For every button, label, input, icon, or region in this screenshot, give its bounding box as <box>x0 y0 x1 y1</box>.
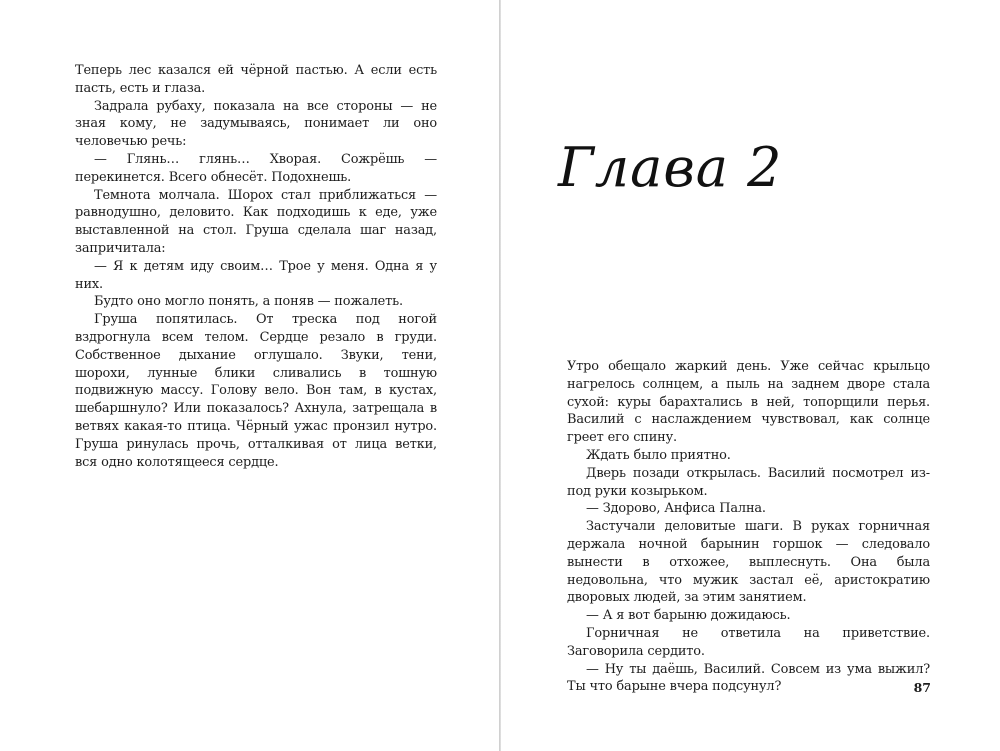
paragraph: Теперь лес казался ей чёрной пастью. А если есть пасть, есть и глаза. <box>75 63 437 96</box>
left-page-text <box>75 62 437 471</box>
paragraph: Задрала рубаху, показала на все стороны — не зная кому, не задумываясь, понимает ли оно человечью речь: <box>75 98 437 150</box>
paragraph: — Ну ты даёшь, Василий. Совсем из ума выжил? Ты что барыне вчера подсунул? <box>567 661 930 695</box>
page-number: 87 <box>913 680 931 695</box>
paragraph: Застучали деловитые шаги. В руках горничная держала ночной барынин горшок — следовало вынести в отхожее, выплеснуть. Она была недовольна, что мужик застал её, аристократию дворовых людей, за этим занятием. <box>567 519 930 606</box>
left-page <box>0 0 499 751</box>
right-page <box>501 0 1000 751</box>
paragraph: — Здорово, Анфиса Пална. <box>586 501 766 517</box>
right-page-text <box>567 358 930 696</box>
paragraph: — Я к детям иду своим… Трое у меня. Одна я у них. <box>75 258 437 292</box>
paragraph: — Глянь… глянь… Хворая. Сожрёшь — перекинется. Всего обнесёт. Подохнешь. <box>75 151 437 185</box>
paragraph: Дверь позади открылась. Василий посмотрел из-под руки козырьком. <box>567 465 930 499</box>
paragraph: Будто оно могло понять, а поняв — пожалеть. <box>94 294 403 310</box>
paragraph: Груша попятилась. От треска под ногой вздрогнула всем телом. Сердце резало в груди. Собственное дыхание оглушало. Звуки, тени, шорохи, лунные блики сливались в тошную подвижную массу. Голову вело. Вон там, в кустах, шебаршнуло? Или показалось? Ахнула, затрещала в ветвях какая-то птица. Чёрный ужас пронзил нутро. Груша ринулась прочь, отталкивая от лица ветки, вся одно колотящееся сердце. <box>75 312 437 470</box>
paragraph: Ждать было приятно. <box>586 447 731 463</box>
paragraph: Темнота молчала. Шорох стал приближаться — равнодушно, деловито. Как подходишь к еде, уже выставленной на стол. Груша сделала шаг назад, запричитала: <box>75 187 437 256</box>
paragraph: — А я вот барыню дожидаюсь. <box>586 608 791 624</box>
chapter-title: Глава 2 <box>558 136 783 199</box>
paragraph: Горничная не ответила на приветствие. Заговорила сердито. <box>567 625 930 659</box>
paragraph: Утро обещало жаркий день. Уже сейчас крыльцо нагрелось солнцем, а пыль на заднем дворе стала сухой: куры барахтались в ней, топорщили перья. Василий с наслаждением чувствовал, как солнце греет его спину. <box>567 359 930 446</box>
